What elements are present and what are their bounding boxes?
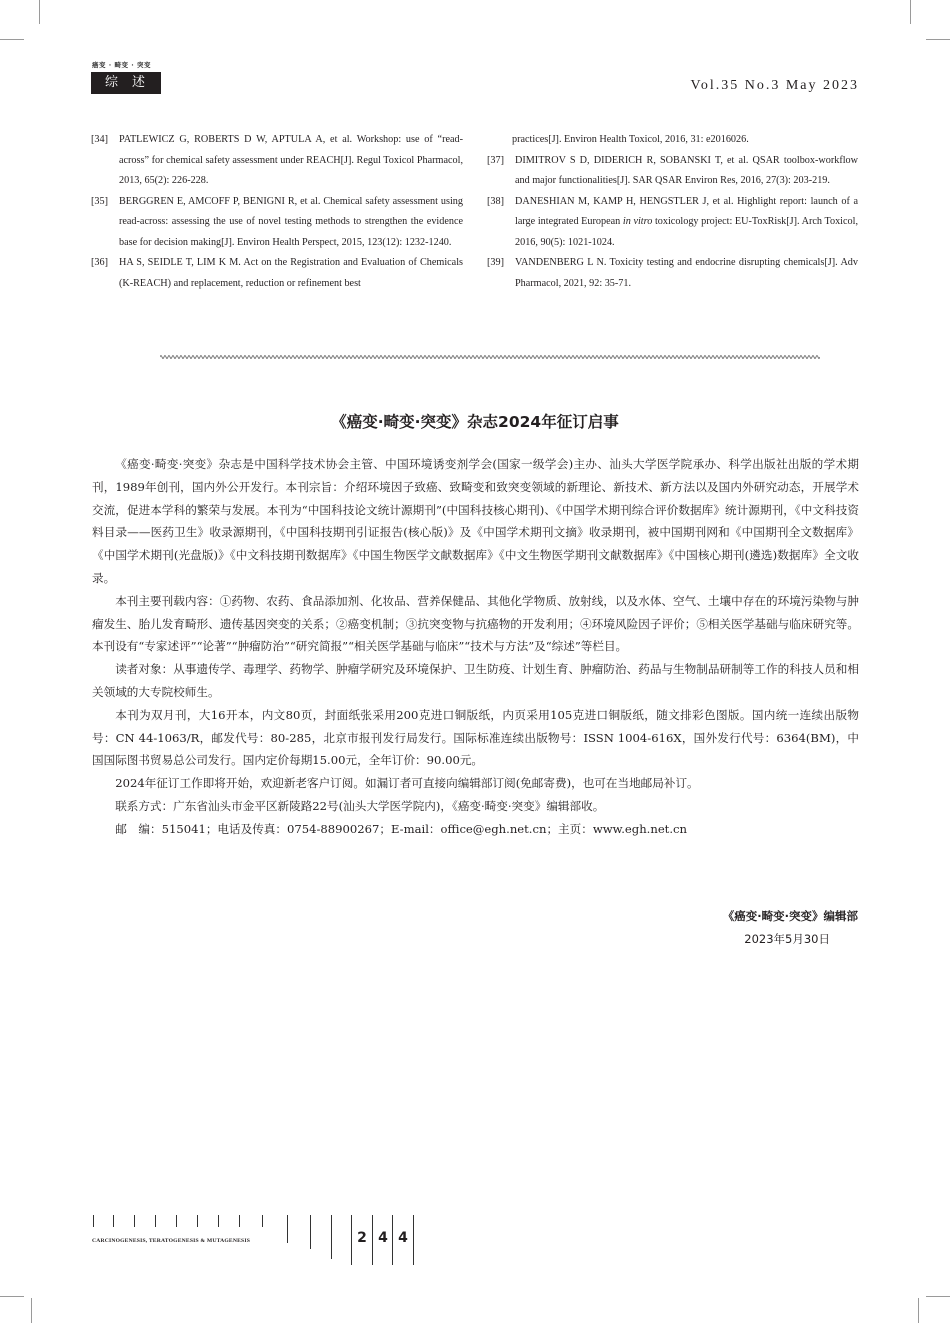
page-number-digit: 4 — [378, 1230, 388, 1246]
crop-mark — [0, 1296, 24, 1297]
reference-number: [35] — [91, 195, 108, 207]
notice-paragraph: 本刊主要刊载内容：①药物、农药、食品添加剂、化妆品、营养保健品、其他化学物质、放射线，以及水体、空气、土壤中存在的环境污染物与肿瘤发生、胎儿发育畸形、遗传基因突变的关系；②癌变机制；③抗突变物与抗癌物的开发利用；④环境风险因子评价；⑤相关医学基础与临床研究等。本刊设有“专家述评”“论著”“肿瘤防治”“研究简报”“相关医学基础与临床”“技术与方法”及“综述”等栏目。 — [92, 593, 859, 654]
reference-text: VANDENBERG L N. Toxicity testing and endocrine disrupting chemicals[J]. Adv Pharmacol, 2021, 92: 35-71. — [515, 257, 858, 289]
notice-signature — [723, 905, 858, 951]
footer-tick — [310, 1215, 311, 1249]
notice-paragraph: 读者对象：从事遗传学、毒理学、药物学、肿瘤学研究及环境保护、卫生防疫、计划生育、肿瘤防治、药品与生物制品研制等工作的科技人员和相关领域的大专院校师生。 — [92, 662, 859, 699]
wavy-divider — [160, 352, 820, 362]
reference-text-italic: in vitro — [622, 216, 653, 227]
reference-text — [515, 192, 858, 254]
notice-body — [92, 453, 859, 841]
crop-mark — [918, 1298, 919, 1323]
reference-continuation: practices[J]. Environ Health Toxicol, 2016, 31: e2016026. — [512, 134, 749, 145]
crop-mark — [926, 39, 950, 40]
reference-text: HA S, SEIDLE T, LIM K M. Act on the Registration and Evaluation of Chemicals (K-REACH) and replacement, reduction or refinement best — [119, 257, 463, 289]
section-label: 综述 — [91, 72, 161, 94]
signature-organization: 《癌变·畸变·突变》编辑部 — [722, 909, 858, 923]
reference-text-part: DANESHIAN M, KAMP H, HENGSTLER J, et al. Highlight report: launch of a large integrated European — [515, 195, 858, 227]
reference-item — [487, 151, 858, 192]
reference-item — [487, 253, 858, 294]
reference-item — [91, 192, 463, 254]
reference-number: [39] — [487, 257, 504, 268]
reference-text: PATLEWICZ G, ROBERTS D W, APTULA A, et al. Workshop: use of “read-across” for chemical safety assessment under REACH[J]. Regul Toxicol Pharmacol, 2013, 65(2): 226-228. — [119, 134, 463, 186]
notice-paragraph: 《癌变·畸变·突变》杂志是中国科学技术协会主管、中国环境诱变剂学会(国家一级学会)主办、汕头大学医学院承办、科学出版社出版的学术期刊，1989年创刊，国内外公开发行。本刊宗旨：介绍环境因子致癌、致畸变和致突变领域的新理论、新技术、新方法以及国内外研究动态，开展学术交流，促进本学科的繁荣与发展。本刊为“中国科技论文统计源期刊”(中国科技核心期刊)、《中国学术期刊综合评价数据库》统计源期刊，《中文科技资料目录——医药卫生》收录源期刊，《中国科技期刊引证报告(核心版)》及《中国学术期刊文摘》收录期刊，被中国期刊网和《中国期刊全文数据库》《中国学术期刊(光盘版)》《中文科技期刊数据库》《中国生物医学文献数据库》《中文生物医学期刊文献数据库》《中国核心期刊(遴选)数据库》全文收录。 — [92, 457, 859, 585]
reference-number: [36] — [91, 257, 108, 268]
crop-mark — [926, 1296, 950, 1297]
footer-tick — [287, 1215, 288, 1243]
footer-tick — [197, 1215, 198, 1227]
crop-mark — [0, 39, 24, 40]
reference-text: BERGGREN E, AMCOFF P, BENIGNI R, et al. Chemical safety assessment using read-across: assessing the use of novel testing methods to strengthen the evidence base for decision making[J]. Environ Health Perspect, 2015, 123(12): 1232-1240. — [119, 195, 463, 248]
footer-tick — [113, 1215, 114, 1227]
reference-column-left — [91, 130, 463, 294]
reference-item — [91, 130, 463, 192]
crop-mark — [910, 0, 911, 24]
journal-name-small: 癌变 · 畸变 · 突变 — [92, 61, 151, 69]
reference-number: [38] — [487, 195, 504, 207]
reference-item — [487, 192, 858, 254]
footer-tick — [218, 1215, 219, 1227]
crop-mark — [31, 1298, 32, 1323]
footer-journal-name: CARCINOGENESIS, TERATOGENESIS & MUTAGENESIS — [92, 1238, 251, 1244]
reference-number: [34] — [91, 134, 108, 145]
crop-mark — [39, 0, 40, 24]
notice-title: 《癌变·畸变·突变》杂志2024年征订启事 — [331, 413, 619, 431]
reference-text-part: toxicology project: EU-ToxRisk[J]. Arch Toxicol, 2016, 90(5): 1021-1024. — [515, 216, 858, 248]
notice-paragraph: 2024年征订工作即将开始，欢迎新老客户订阅。如漏订者可直接向编辑部订阅(免邮寄费)，也可在当地邮局补订。 — [115, 776, 699, 791]
issue-info: Vol.35 No.3 May 2023 — [690, 78, 859, 93]
notice-paragraph: 本刊为双月刊，大16开本，内文80页，封面纸张采用200克进口铜版纸，内页采用105克进口铜版纸，随文排彩色图版。国内统一连续出版物号：CN 44-1063/R，邮发代号：80-285，北京市报刊发行局发行。国际标准连续出版物号：ISSN 1004-616X，国外发行代号：6364(BM)，中国国际图书贸易总公司发行。国内定价每期15.00元，全年订价：90.00元。 — [92, 707, 859, 768]
signature-date: 2023年5月30日 — [744, 932, 830, 946]
footer-tick — [155, 1215, 156, 1227]
notice-paragraph: 联系方式：广东省汕头市金平区新陵路22号(汕头大学医学院内)，《癌变·畸变·突变》编辑部收。 — [115, 798, 605, 813]
page-number-digit: 4 — [398, 1230, 408, 1246]
reference-number: [37] — [487, 154, 504, 166]
footer-tick — [134, 1215, 135, 1227]
page-number-digit: 2 — [357, 1230, 367, 1246]
footer-tick — [262, 1215, 263, 1227]
footer-tick — [239, 1215, 240, 1227]
footer-tick — [331, 1215, 332, 1259]
reference-column-right — [487, 130, 858, 294]
reference-text: DIMITROV S D, DIDERICH R, SOBANSKI T, et al. QSAR toolbox-workflow and major functionalities[J]. SAR QSAR Environ Res, 2016, 27(3): 203-219. — [515, 154, 858, 186]
footer-tick — [413, 1215, 414, 1265]
reference-item — [91, 253, 463, 294]
footer-tick — [176, 1215, 177, 1227]
notice-paragraph: 邮 编：515041；电话及传真：0754-88900267；E-mail：office@egh.net.cn；主页：www.egh.net.cn — [115, 821, 687, 836]
footer-tick — [93, 1215, 94, 1227]
